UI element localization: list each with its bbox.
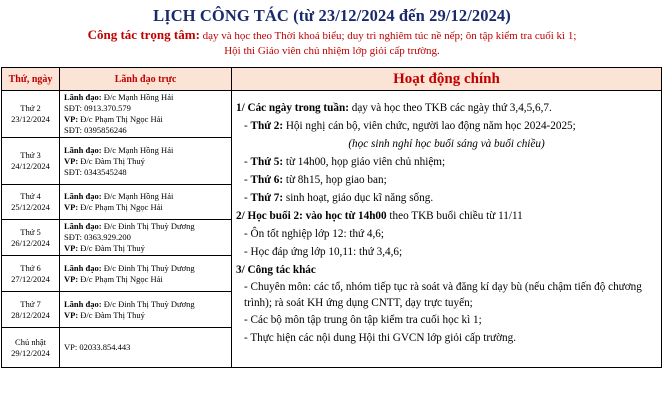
lead-cell: Lãnh đạo: Đ/c Mạnh Hồng Hải VP: Đ/c Đàm Thị Thuỷ SĐT: 0343545248 <box>60 138 232 185</box>
header-day: Thứ, ngày <box>2 68 60 91</box>
lead-cell: Lãnh đạo: Đ/c Mạnh Hồng Hải VP: Đ/c Phạm Thị Ngọc Hải <box>60 185 232 220</box>
activities-cell: 1/ Các ngày trong tuần: dạy và học theo TKB các ngày thứ 3,4,5,6,7. - Thứ 2: Hội nghị cán bộ, viên chức, người lao động năm học 2024-2025; (học sinh nghỉ học buổi sáng và buổi chiều) - Thứ 5: từ 14h00, họp giáo viên chủ nhiệm; - Thứ 6: từ 8h15, họp giao ban; - Thứ 7: sinh hoạt, giáo dục kĩ năng sống. 2/ Học buổi 2: vào học từ 14h00 theo TKB buổi chiều từ 11/11 - Ôn tốt nghiệp lớp 12: thứ 4,6; - Học đáp ứng lớp 10,11: thứ 3,4,6; 3/ Công tác khác - Chuyên môn: các tổ, nhóm tiếp tục rà soát và đăng kí dạy bù (nếu chậm tiến độ chương trình); rà soát KH ứng dụng CNTT, dạy trực tuyến; - Các bộ môn tập trung ôn tập kiểm tra cuối học kì 1; - Thực hiện các nội dung Hội thi GVCN lớp giỏi cấp trường. <box>232 91 662 368</box>
focus-line-1: dạy và học theo Thời khoá biểu; duy trì nghiêm túc nề nếp; ôn tập kiểm tra cuối kì 1; <box>202 30 577 42</box>
day-cell: Chủ nhật 29/12/2024 <box>2 328 60 368</box>
lead-cell: Lãnh đạo: Đ/c Đinh Thị Thuỳ Dương SĐT: 0363.929.200 VP: Đ/c Đàm Thị Thuỷ <box>60 220 232 256</box>
lead-cell: Lãnh đạo: Đ/c Đinh Thị Thuỳ Dương VP: Đ/c Đàm Thị Thuỷ <box>60 292 232 328</box>
schedule-table <box>1 67 662 368</box>
focus-label: Công tác trọng tâm: <box>87 27 200 42</box>
focus-block <box>0 27 664 59</box>
day-cell: Thứ 6 27/12/2024 <box>2 256 60 292</box>
lead-cell: VP: 02033.854.443 <box>60 328 232 368</box>
day-cell: Thứ 7 28/12/2024 <box>2 292 60 328</box>
header-lead: Lãnh đạo trực <box>60 68 232 91</box>
lead-cell: Lãnh đạo: Đ/c Mạnh Hồng Hải SĐT: 0913.370.579 VP: Đ/c Phạm Thị Ngọc Hải SĐT: 0395856246 <box>60 91 232 138</box>
header-row <box>2 68 662 91</box>
page-title: LỊCH CÔNG TÁC (từ 23/12/2024 đến 29/12/2024) <box>153 6 511 25</box>
day-cell: Thứ 5 26/12/2024 <box>2 220 60 256</box>
focus-line-2: Hội thi Giáo viên chủ nhiệm lớp giỏi cấp trường. <box>224 45 440 57</box>
day-cell: Thứ 2 23/12/2024 <box>2 91 60 138</box>
day-cell: Thứ 3 24/12/2024 <box>2 138 60 185</box>
table-row <box>2 91 662 138</box>
header-main: Hoạt động chính <box>232 68 662 91</box>
day-cell: Thứ 4 25/12/2024 <box>2 185 60 220</box>
lead-cell: Lãnh đạo: Đ/c Đinh Thị Thuỳ Dương VP: Đ/c Phạm Thị Ngọc Hải <box>60 256 232 292</box>
